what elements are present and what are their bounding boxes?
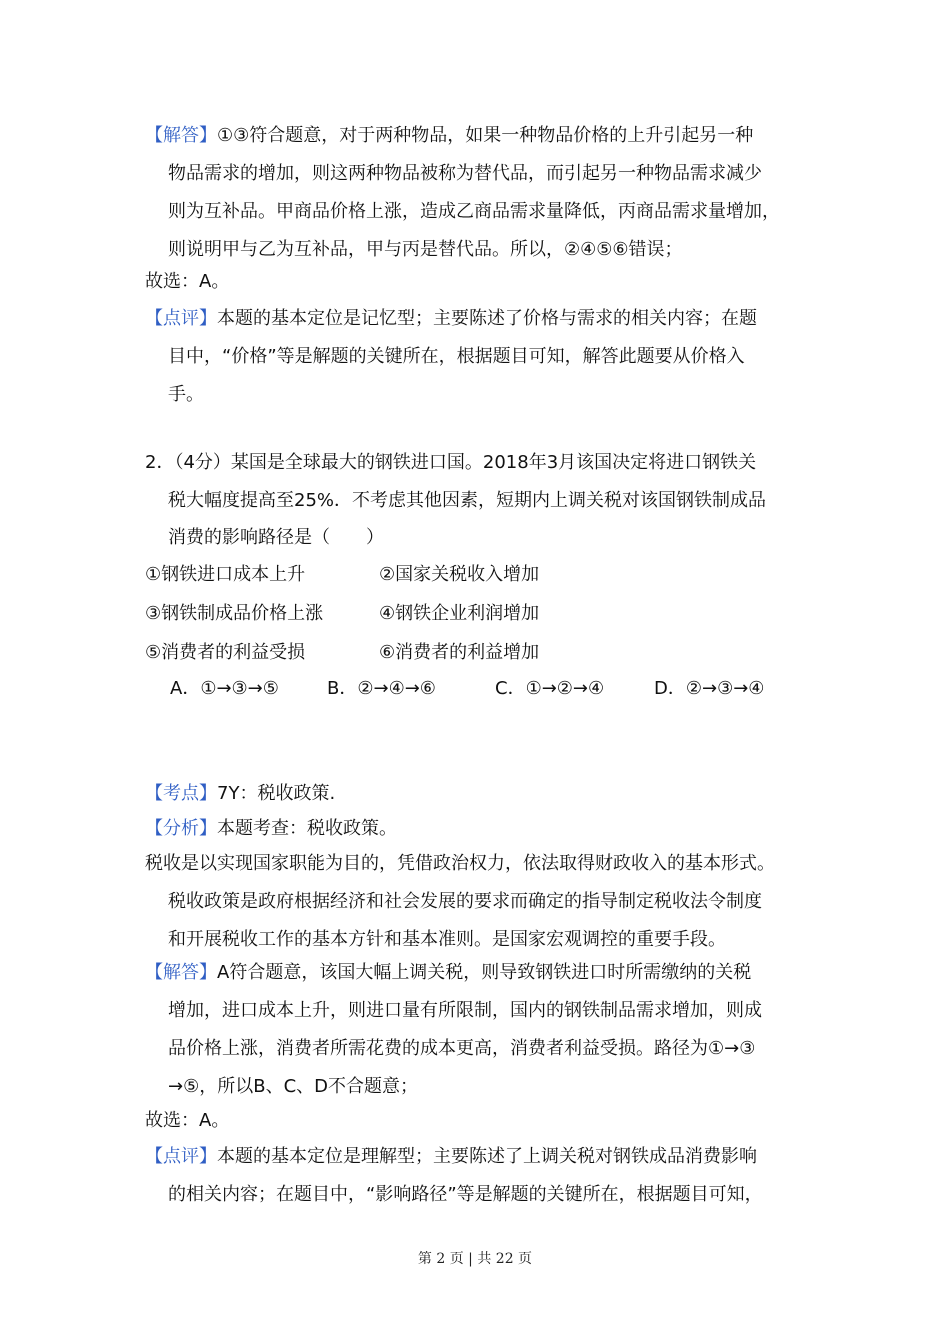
q2-answer-line-1: [145, 961, 751, 985]
q2-point: [145, 782, 335, 806]
point-text: 7Y：税收政策.: [217, 783, 336, 804]
answer-tag: 【解答】: [145, 125, 217, 146]
q2-comment-line-2: 的相关内容；在题目中，“影响路径”等是解题的关键所在，根据题目可知，: [168, 1184, 763, 1205]
analysis-text: 本题考查：税收政策。: [217, 818, 397, 839]
q2-stem-line-3: 消费的影响路径是（ ）: [168, 527, 384, 548]
q2-item: ④钢铁企业利润增加: [379, 603, 540, 624]
q2-stem-line-1: 2．（4分）某国是全球最大的钢铁进口国。2018年3月该国决定将进口钢铁关: [145, 452, 757, 473]
q2-answer-line-3: 品价格上涨，消费者所需花费的成本更高，消费者利益受损。路径为①→③: [168, 1038, 756, 1059]
q2-item: ⑤消费者的利益受损: [145, 642, 306, 663]
q2-stem-line-2: 税大幅度提高至25%．不考虑其他因素，短期内上调关税对该国钢铁制成品: [168, 490, 767, 511]
comment-tag: 【点评】: [145, 308, 217, 329]
q1-comment-line-3: 手。: [168, 384, 204, 405]
page-footer: 第 2 页 | 共 22 页: [417, 1251, 533, 1267]
q1-comment-line-1: [145, 307, 757, 331]
point-tag: 【考点】: [145, 783, 217, 804]
q2-comment-line-1: [145, 1145, 757, 1169]
q2-analysis: [145, 817, 397, 841]
q2-item: ③钢铁制成品价格上涨: [145, 603, 324, 624]
answer-tag: 【解答】: [145, 962, 217, 983]
q1-answer-line-3: 则为互补品。甲商品价格上涨，造成乙商品需求量降低，丙商品需求量增加，: [168, 201, 780, 222]
q1-answer-line-2: 物品需求的增加，则这两种物品被称为替代品，而引起另一种物品需求减少: [168, 163, 762, 184]
q1-select: 故选：A。: [145, 271, 230, 292]
q2-analysis-line-2: 税收政策是政府根据经济和社会发展的要求而确定的指导制定税收法令制度: [168, 891, 762, 912]
q2-item: ⑥消费者的利益增加: [379, 642, 540, 663]
q1-comment-line-2: 目中，“价格”等是解题的关键所在，根据题目可知，解答此题要从价格入: [168, 346, 745, 367]
q2-select: 故选：A。: [145, 1110, 230, 1131]
comment-tag: 【点评】: [145, 1146, 217, 1167]
comment-text: 本题的基本定位是记忆型；主要陈述了价格与需求的相关内容；在题: [217, 308, 757, 329]
analysis-tag: 【分析】: [145, 818, 217, 839]
q2-answer-line-4: →⑤，所以B、C、D不合题意；: [168, 1076, 418, 1097]
choice-b: B．②→④→⑥: [327, 678, 436, 699]
answer-text: ①③符合题意，对于两种物品，如果一种物品价格的上升引起另一种: [217, 125, 754, 146]
q2-analysis-line-3: 和开展税收工作的基本方针和基本准则。是国家宏观调控的重要手段。: [168, 929, 726, 950]
choice-a: A．①→③→⑤: [170, 678, 279, 699]
q1-answer-line-4: 则说明甲与乙为互补品，甲与丙是替代品。所以，②④⑤⑥错误；: [168, 239, 683, 260]
q1-answer-line-1: [145, 124, 753, 148]
choice-c: C．①→②→④: [495, 678, 605, 699]
answer-text: A符合题意，该国大幅上调关税，则导致钢铁进口时所需缴纳的关税: [217, 962, 752, 983]
q2-analysis-line-1: 税收是以实现国家职能为目的，凭借政治权力，依法取得财政收入的基本形式。: [145, 853, 775, 874]
q2-answer-line-2: 增加，进口成本上升，则进口量有所限制，国内的钢铁制品需求增加，则成: [168, 1000, 762, 1021]
q2-item: ①钢铁进口成本上升: [145, 564, 306, 585]
q2-item: ②国家关税收入增加: [379, 564, 540, 585]
choice-d: D．②→③→④: [654, 678, 765, 699]
comment-text: 本题的基本定位是理解型；主要陈述了上调关税对钢铁成品消费影响: [217, 1146, 757, 1167]
